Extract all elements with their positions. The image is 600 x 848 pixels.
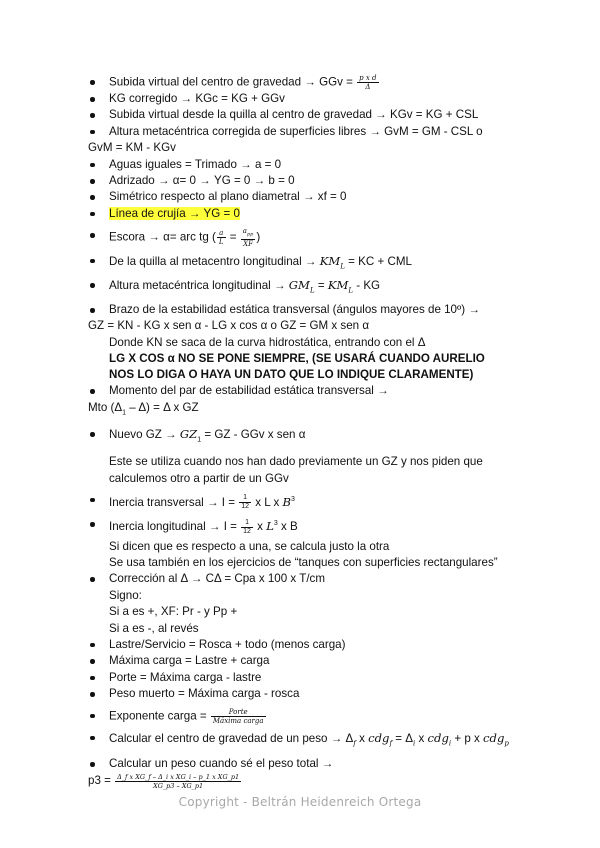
equals-sign: = [226,230,240,244]
list-item [88,253,588,275]
fraction [217,229,226,246]
math-symbol: KM [319,253,341,268]
item-text: Corrección al Δ → CΔ = Cpa x 100 x T/cm [109,572,325,586]
math-subscript: f [389,738,393,747]
math-superscript: 3 [291,495,295,503]
math-symbol: GM [288,278,310,293]
list-item [88,492,588,511]
numerator-subscript: pp [246,231,254,238]
list-item [88,227,588,247]
math-symbol: cdg [483,730,505,745]
list-item [88,637,588,653]
fraction [211,708,266,725]
moment-prefix: Mto (Δ [88,400,123,414]
math-symbol: cdg [368,730,390,745]
list-item-highlighted [88,206,588,222]
math-subscript: i [413,738,416,747]
item-note: Si a es +, XF: Pr - y Pp + [109,605,238,619]
moment-suffix: – Δ) = Δ x GZ [126,400,199,414]
list-item [88,708,588,725]
item-note: Signo: [109,588,142,602]
item-text: Porte = Máxima carga - lastre [109,670,262,684]
item-text: Máxima carga = Lastre + carga [109,654,270,668]
item-text-tail: x B [277,520,298,534]
item-text-tail: = GZ - GGv x sen α [201,428,306,442]
item-text: Aguas iguales = Trimado → a = 0 [109,157,282,171]
math-symbol: KM [327,278,349,293]
list-item [88,302,588,383]
item-text: Peso muerto = Máxima carga - rosca [109,687,300,701]
list-item [88,516,588,571]
fraction-denominator: Máxima carga [212,716,264,725]
list-item [88,124,588,157]
item-text: Subida virtual desde la quilla al centro de gravedad → KGv = KG + CSL [109,108,479,122]
item-text: KG corregido → KGc = KG + GGv [109,92,285,105]
list-item [88,277,588,299]
item-text-continued [88,772,242,790]
fraction-denominator: L [218,237,224,246]
list-item [88,686,588,702]
item-text: Calcular el centro de gravedad de un peso → Δ [109,731,354,745]
math-subscript: L [348,286,354,295]
list-item [88,426,588,487]
math-symbol: GZ [179,427,198,442]
fraction [241,227,256,247]
item-text: De la quilla al metacentro longitudinal → [109,254,320,268]
item-text-tail: x L x [252,495,283,509]
list-item [88,173,588,189]
item-text: Altura metacéntrica corregida de superficies libres → GvM = GM - CSL o [109,124,483,138]
fraction [241,519,253,536]
fraction-numerator [241,227,256,239]
list-item [88,756,588,789]
list-item [88,383,588,421]
list-item [88,653,588,669]
item-note: Si dicen que es respecto a una, se calcula justo la otra [109,539,390,553]
fraction-denominator: 12 [241,503,249,511]
moment-subscript: 1 [122,409,127,417]
item-text-tail: - KG [353,279,381,293]
math-subscript: p [504,738,509,747]
fraction [239,494,251,511]
fraction-numerator: 1 [241,519,253,528]
item-text-tail: x [415,731,428,745]
formula-label: p3 = [88,774,115,788]
item-text: Simétrico respecto al plano diametral → xf = 0 [109,190,347,204]
item-note: Si a es -, al revés [109,621,199,635]
fraction-numerator: Δ_f x XG_f – Δ_i x XG_i – p_1 x XG_p1 [117,772,240,781]
formula-list [88,74,588,790]
list-item [88,571,588,637]
fraction [115,773,241,790]
math-subscript: f [353,738,356,747]
item-text: Escora → α= arc tg ( [109,230,216,244]
list-item [88,91,588,107]
math-subscript: i [448,738,452,747]
item-text: Lastre/Servicio = Rosca + todo (menos carga) [109,637,346,651]
item-text-continued: GZ = KN - KG x sen α - LG x cos α o GZ = GM x sen α [88,319,370,333]
item-text-continued [88,400,199,417]
item-note: Se usa también en los ejercicios de “tanques con superficies rectangulares” [109,555,498,569]
item-note: Este se utiliza cuando nos han dado previamente un GZ y nos piden que calculemos otro a partir de un GGv [109,455,483,485]
list-item [88,74,588,91]
item-note: Donde KN se saca de la curva hidrostática, entrando con el Δ [109,335,426,349]
item-text: Subida virtual del centro de gravedad → GGv = [109,75,357,89]
item-text: Adrizado → α= 0 → YG = 0 → b = 0 [109,174,295,188]
math-subscript: L [309,286,315,295]
item-text: Calcular un peso cuando sé el peso total → [109,757,334,771]
numerator-base: a [242,227,247,236]
item-text: Nuevo GZ → [109,428,180,442]
item-text-tail: = KC + CML [344,254,412,268]
item-text-tail: = Δ [392,731,414,745]
list-item [88,107,588,123]
fraction-numerator: p x d [359,74,377,82]
fraction-denominator: Δ [365,83,371,91]
item-text: Inercia transversal → I = [109,495,239,509]
fraction-numerator: 1 [239,494,251,503]
math-superscript: 3 [273,520,278,528]
highlighted-text: Línea de crujía → YG = 0 [109,206,240,220]
fraction-denominator: XF [243,239,253,248]
item-text: Brazo de la estabilidad estática transversal (ángulos mayores de 10º) → [109,303,480,317]
item-text: Exponente carga = [109,709,210,723]
math-symbol: L [266,519,274,534]
item-text-tail: x [253,520,267,534]
fraction-numerator: a [217,229,226,238]
item-text: Inercia longitudinal → I = [109,520,241,534]
fraction-denominator: 12 [243,527,251,535]
item-text: Momento del par de estabilidad estática transversal → [109,384,389,398]
bold-warning-note: LG X COS α NO SE PONE SIEMPRE, (SE USARÁ CUANDO AURELIO NOS LO DIGA O HAYA UN DATO QUE LO INDIQUE CLARAMENTE) [109,352,485,382]
list-item [88,670,588,686]
math-subscript: L [340,261,345,270]
fraction-numerator: Porte [211,708,266,717]
list-item [88,157,588,173]
close-paren: ) [256,230,261,244]
math-symbol: B [282,494,292,509]
fraction [357,74,378,91]
item-text-tail: x [355,731,369,745]
list-item [88,730,588,752]
math-symbol: cdg [427,730,449,745]
list-item [88,189,588,205]
item-text-continued: GvM = KM - KGv [88,141,176,155]
item-text-tail: + p x [451,731,484,745]
item-text: Altura metacéntrica longitudinal → [109,279,289,293]
equals-sign: = [314,279,328,293]
fraction-denominator: XG_p3 – XG_p1 [153,781,204,790]
math-subscript: 1 [197,436,202,444]
copyright-footer: Copyright - Beltrán Heidenreich Ortega [178,795,422,809]
